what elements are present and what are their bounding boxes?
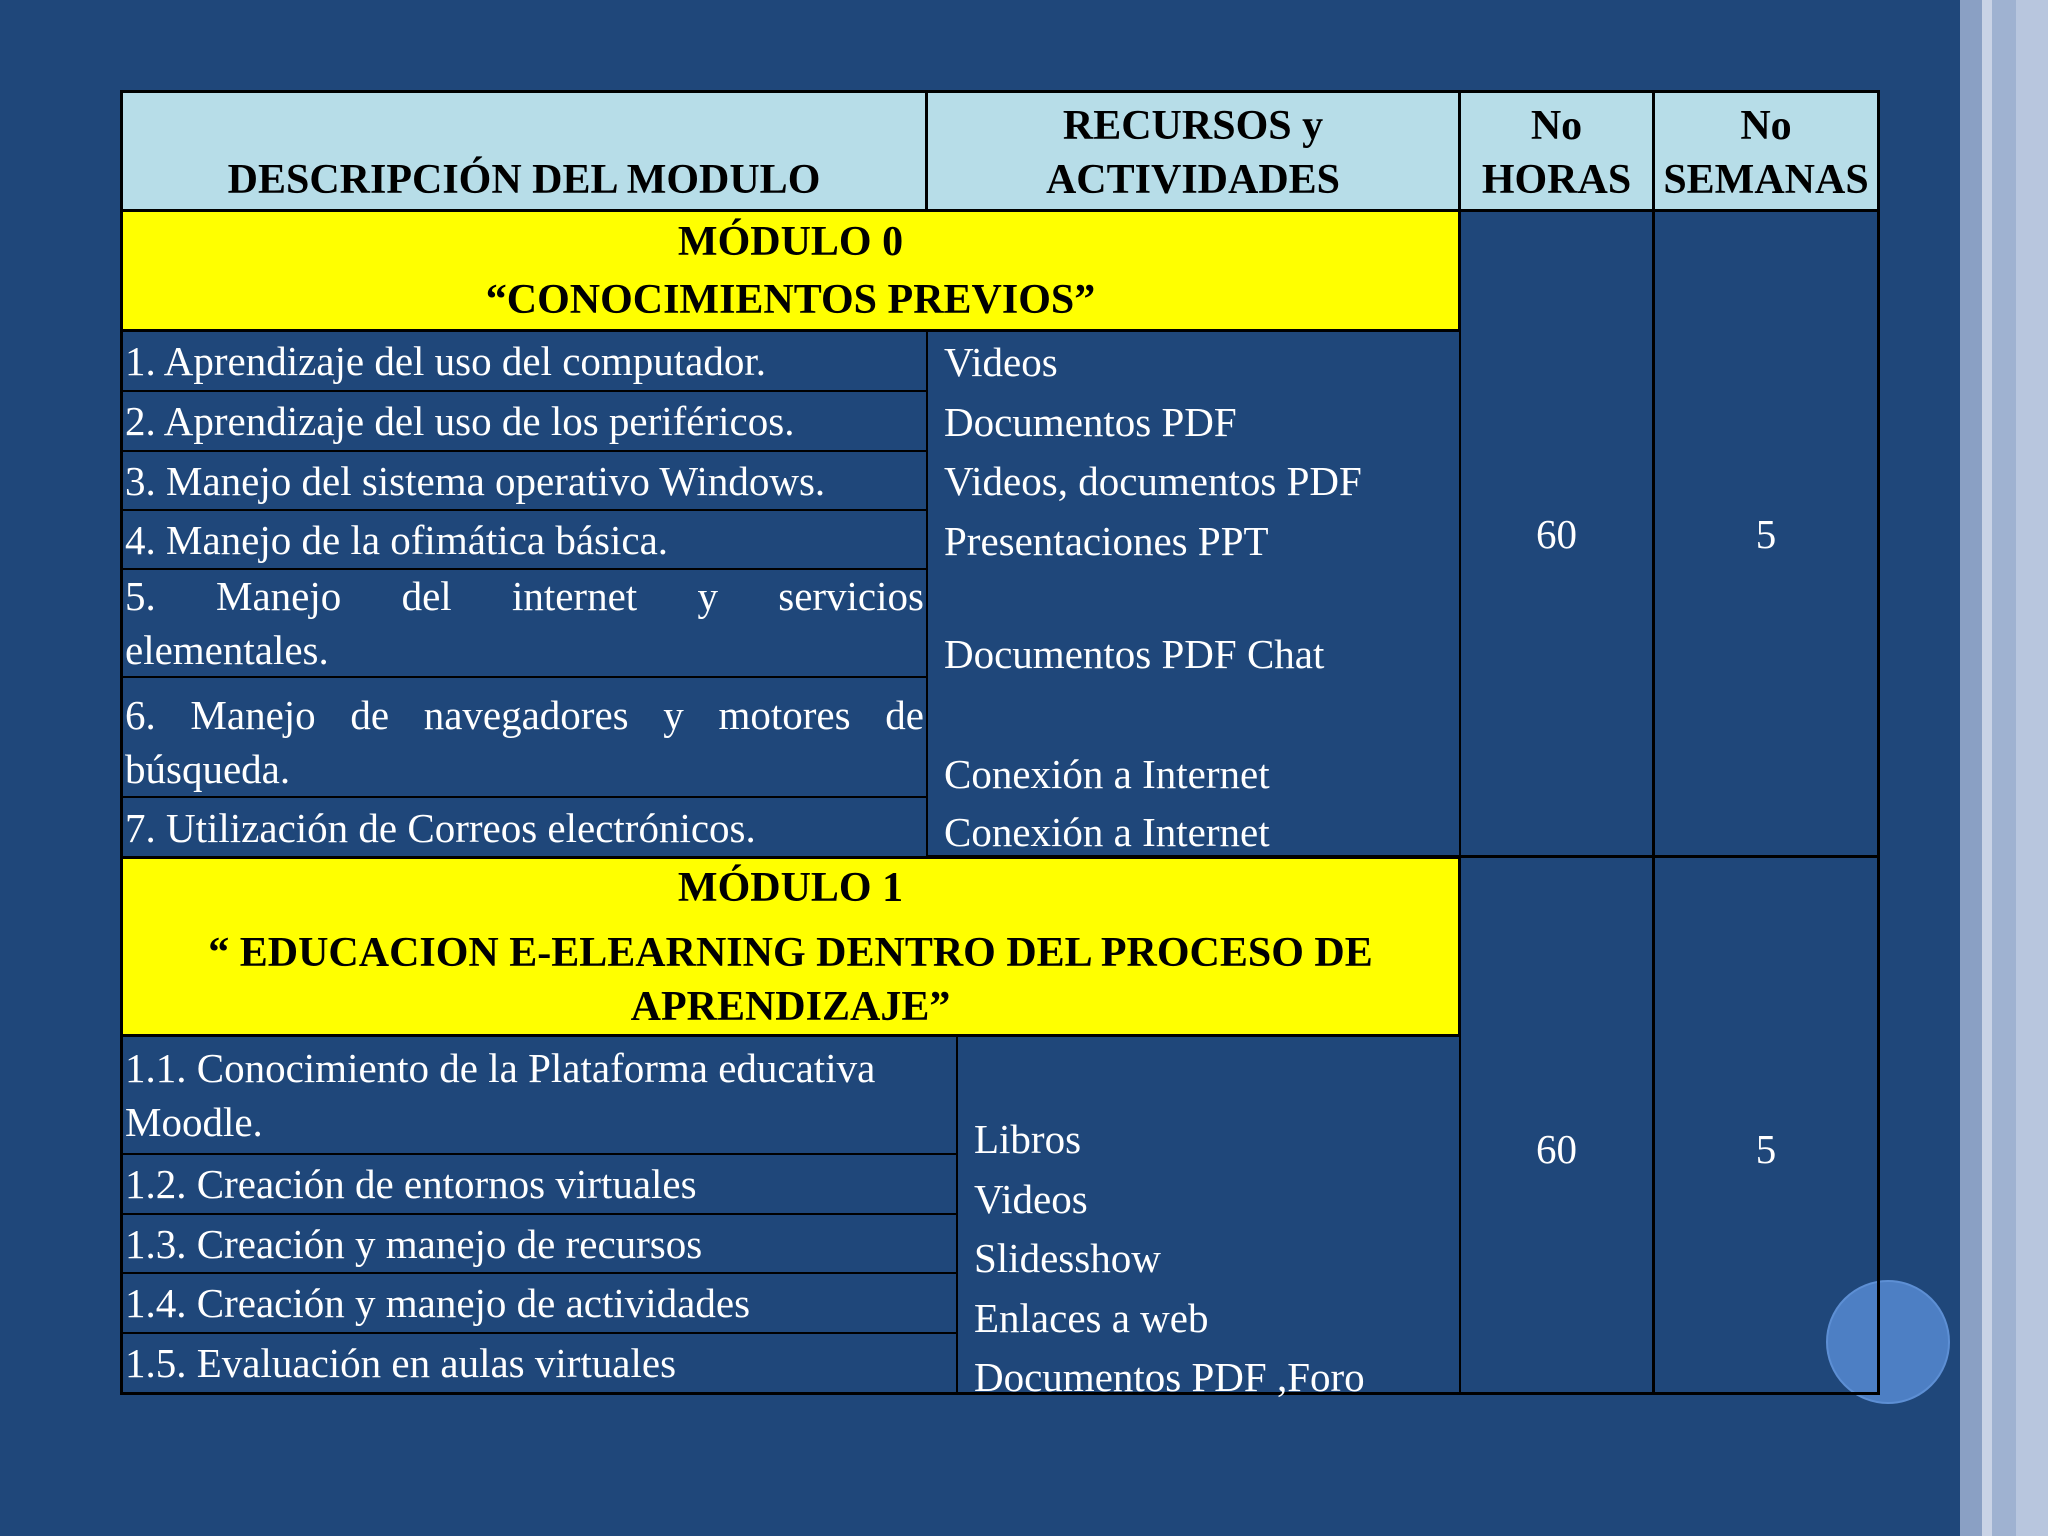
module0-item: 2. Aprendizaje del uso de los periféricos. — [120, 392, 928, 452]
resource-text: Videos — [944, 339, 1058, 385]
module1-item: 1.2. Creación de entornos virtuales — [120, 1155, 958, 1215]
module1-item: 1.3. Creación y manejo de recursos — [120, 1215, 958, 1274]
module0-hours: 60 — [1459, 209, 1655, 858]
decor-stripe — [1982, 0, 1992, 1536]
module1-item: 1.1. Conocimiento de la Plataforma educativa Moodle. — [120, 1037, 958, 1155]
module1-banner — [120, 856, 1461, 1037]
module0-resources — [926, 332, 1461, 858]
module0-item: 4. Manejo de la ofimática básica. — [120, 511, 928, 570]
resource-text: Documentos PDF Chat — [944, 631, 1325, 677]
module1-resources — [956, 1037, 1461, 1400]
module1-hours: 60 — [1459, 856, 1655, 1395]
module1-subtitle: APRENDIZAJE” — [630, 983, 951, 1030]
module1-item: 1.4. Creación y manejo de actividades — [120, 1274, 958, 1334]
header-weeks — [1652, 90, 1880, 212]
decor-stripe — [1960, 0, 1982, 1536]
module0-item: 5. Manejo del internet y servicios elementales. — [120, 570, 928, 678]
decor-stripe — [1992, 0, 2016, 1536]
header-description-label: DESCRIPCIÓN DEL MODULO — [227, 157, 821, 203]
module0-subtitle: “CONOCIMIENTOS PREVIOS” — [485, 276, 1096, 323]
header-resources-line2: ACTIVIDADES — [1045, 157, 1341, 203]
header-weeks-line1: No — [1740, 103, 1792, 149]
module0-item: 7. Utilización de Correos electrónicos. — [120, 798, 928, 858]
resource-text: Slidesshow — [974, 1235, 1161, 1281]
resource-text: Documentos PDF ,Foro — [974, 1354, 1365, 1400]
header-hours — [1458, 90, 1655, 212]
header-resources-line1: RECURSOS y — [1062, 103, 1324, 149]
module0-item: 1. Aprendizaje del uso del computador. — [120, 332, 928, 392]
resource-text: Videos — [974, 1176, 1088, 1222]
resource-text: Conexión a Internet — [944, 751, 1270, 797]
resource-text: Conexión a Internet — [944, 809, 1270, 855]
header-weeks-line2: SEMANAS — [1663, 157, 1869, 203]
header-hours-line2: HORAS — [1481, 157, 1632, 203]
module0-banner — [120, 209, 1461, 332]
header-description — [120, 90, 928, 212]
module0-item: 3. Manejo del sistema operativo Windows. — [120, 452, 928, 511]
module1-weeks: 5 — [1653, 856, 1880, 1395]
module1-title: MÓDULO 1 — [677, 864, 904, 911]
resource-text: Libros — [974, 1116, 1082, 1162]
module0-weeks: 5 — [1653, 209, 1880, 858]
module1-subtitle: “ EDUCACION E-ELEARNING DENTRO DEL PROCESO DE — [208, 929, 1373, 976]
resource-text: Videos, documentos PDF — [944, 458, 1362, 504]
resource-text: Enlaces a web — [974, 1295, 1209, 1341]
module1-item: 1.5. Evaluación en aulas virtuales — [120, 1334, 958, 1395]
module0-item: 6. Manejo de navegadores y motores de búsqueda. — [120, 678, 928, 798]
module0-title: MÓDULO 0 — [677, 218, 904, 265]
resource-text: Documentos PDF — [944, 399, 1237, 445]
decor-stripe — [2016, 0, 2048, 1536]
header-resources — [925, 90, 1461, 212]
header-hours-line1: No — [1530, 103, 1583, 149]
resource-text: Presentaciones PPT — [944, 518, 1269, 564]
